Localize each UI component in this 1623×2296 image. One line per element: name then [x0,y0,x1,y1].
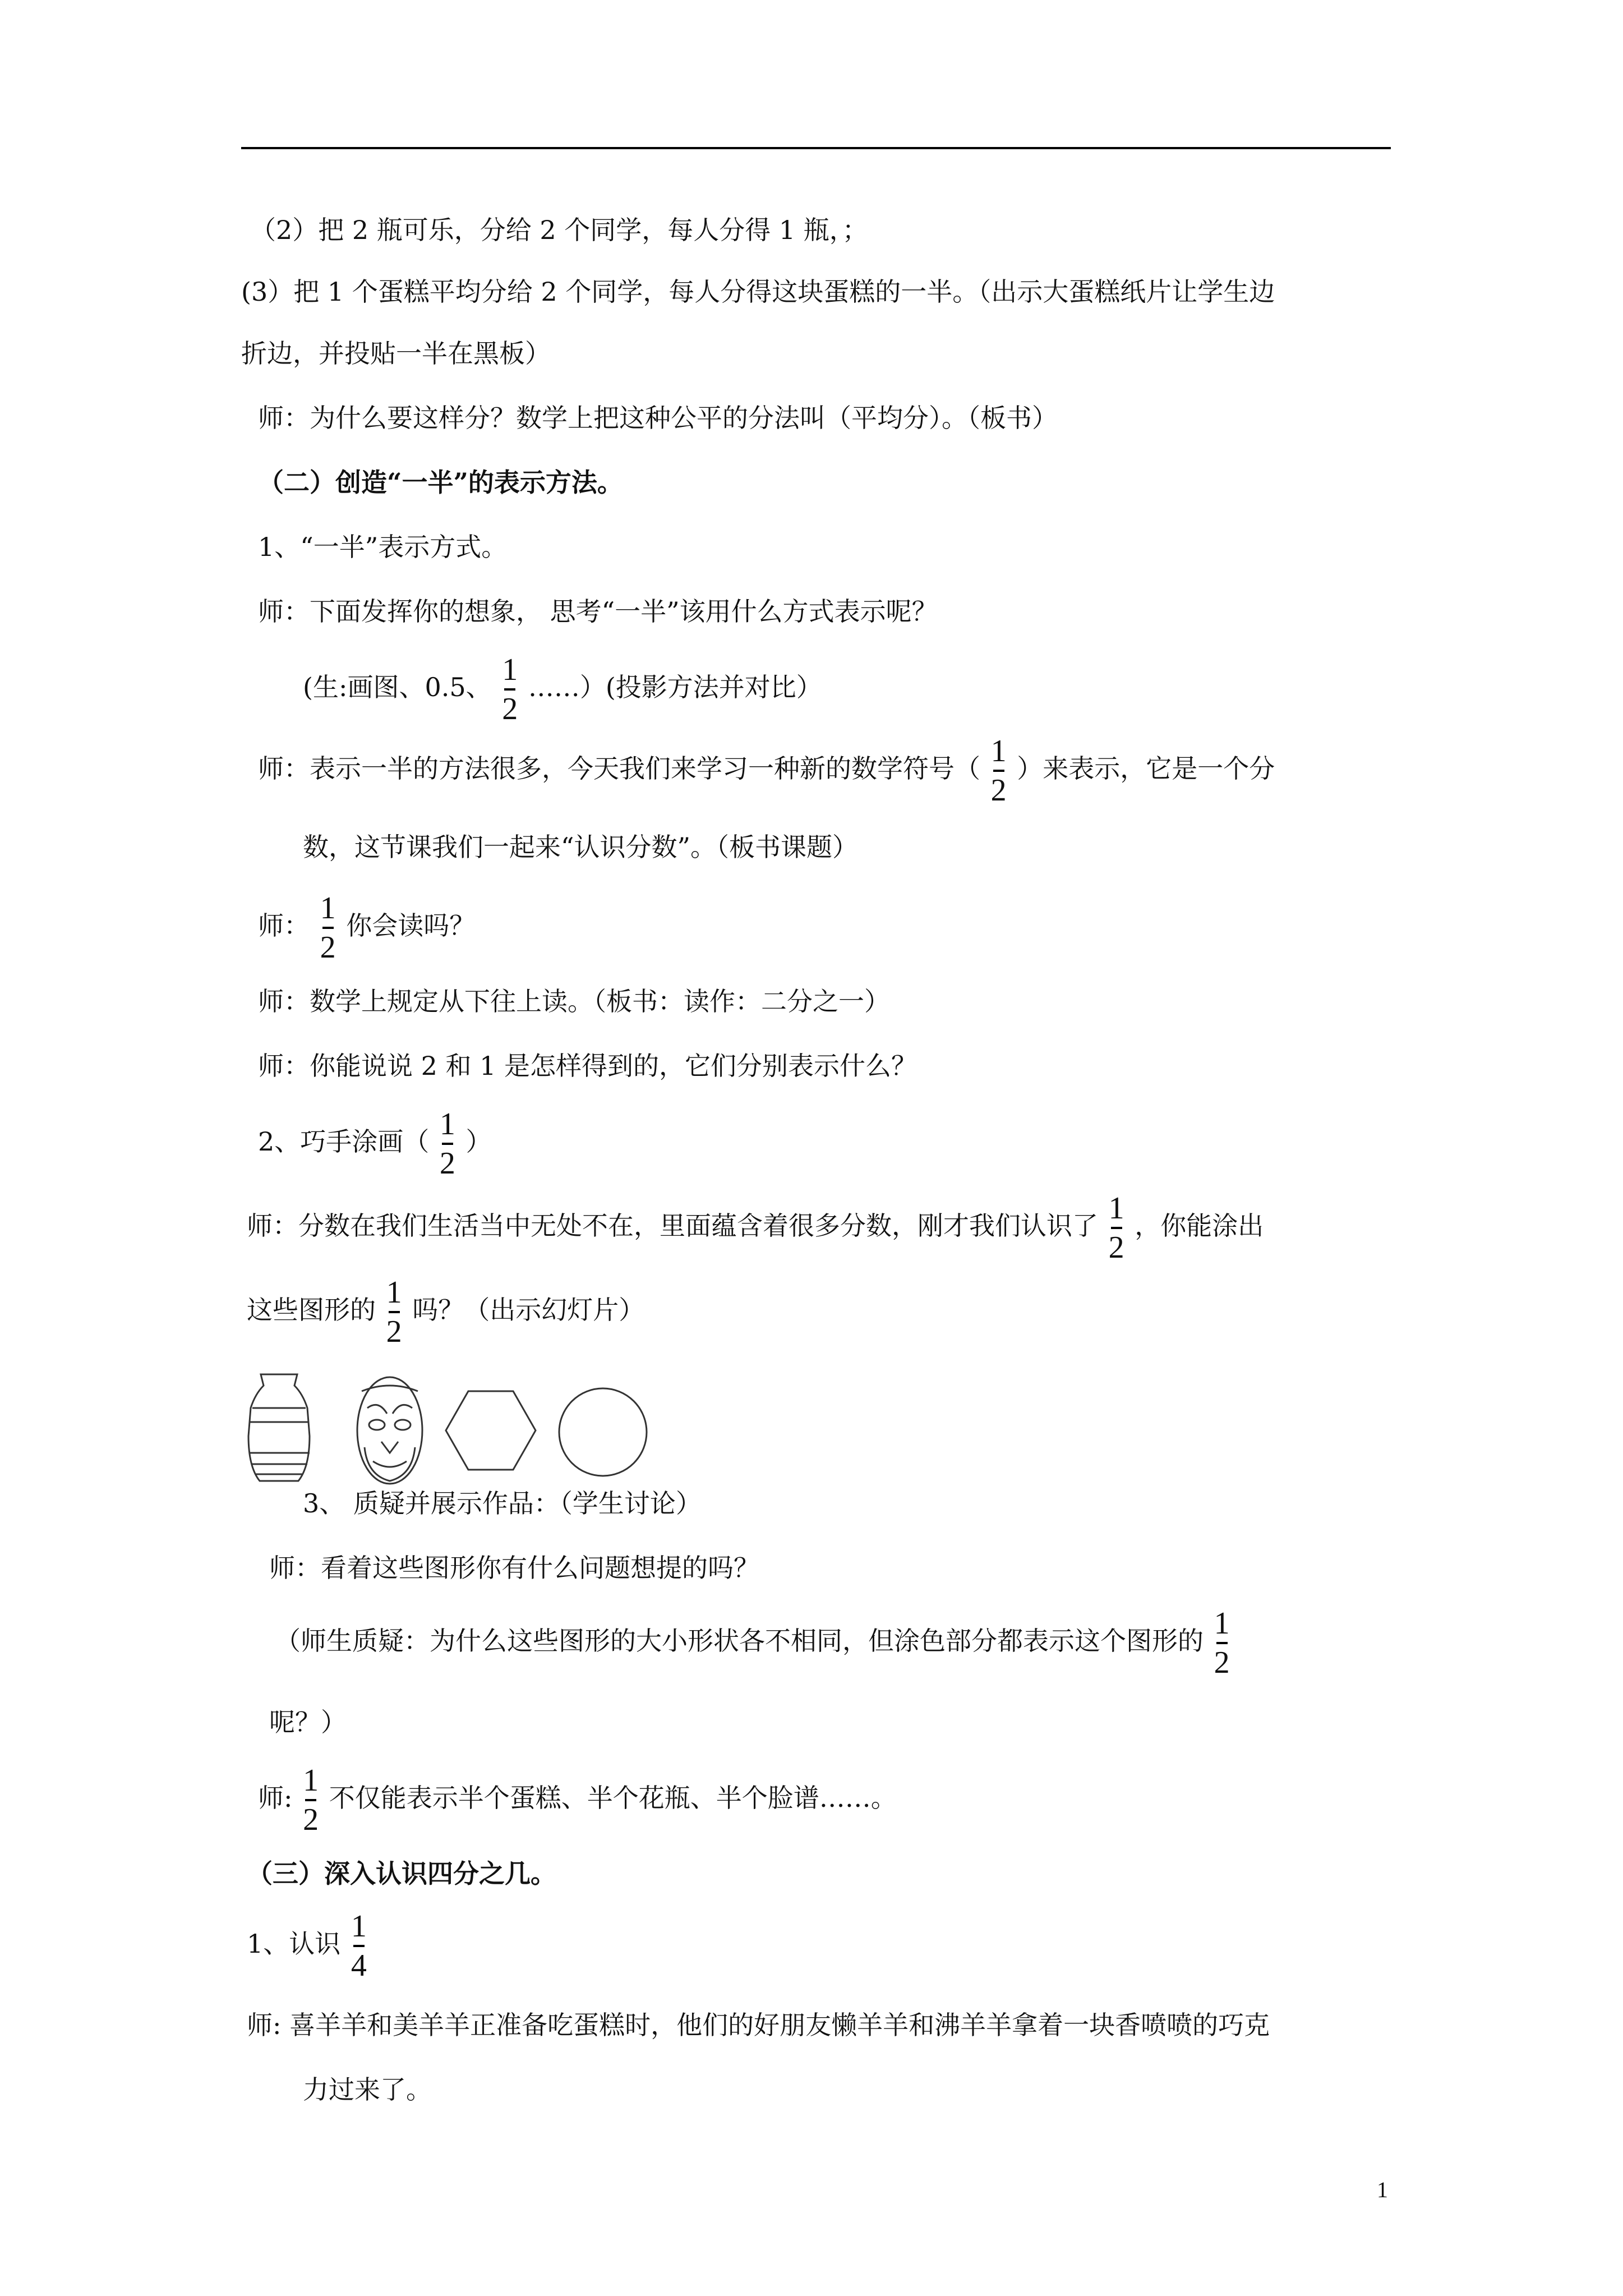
text-segment: ……）(投影方法并对比） [528,672,822,702]
text-line [258,729,1275,809]
fraction-denominator: 2 [502,692,518,726]
fraction-numerator: 1 [303,1763,319,1798]
fraction-one-half [1214,1605,1230,1681]
shape-illustrations [247,1369,673,1492]
fraction-one-half [303,1762,319,1838]
fraction-denominator: 2 [303,1802,319,1837]
fraction-denominator: 2 [990,773,1007,808]
text-line: 师：看着这些图形你有什么问题想提的吗？ [269,1553,759,1583]
fraction-numerator: 1 [386,1275,402,1310]
fraction-numerator: 1 [990,734,1007,769]
hexagon-icon [446,1391,536,1470]
text-segment: 师: [258,1783,293,1813]
text-segment: 师：表示一半的方法很多，今天我们来学习一种新的数学符号（ [258,753,980,784]
fraction-one-half [502,651,518,728]
header-rule [241,147,1391,149]
text-line [247,1271,644,1350]
fraction-numerator: 1 [1108,1191,1124,1226]
fraction-denominator: 4 [351,1948,367,1983]
fraction-numerator: 1 [351,1909,367,1944]
text-line: 师：为什么要这样分？数学上把这种公平的分法叫（平均分）。（板书） [258,403,1058,433]
text-line [258,886,475,966]
text-line: 呢？） [269,1707,347,1737]
fraction-denominator: 2 [439,1146,455,1181]
text-segment: 2、巧手涂画（ [258,1126,430,1157]
fraction-denominator: 2 [320,930,336,965]
text-line: 数，这节课我们一起来“认识分数”。（板书课题） [303,832,859,862]
text-segment: ） [465,1126,492,1157]
fraction-one-half [1109,1190,1124,1266]
text-line: (3）把 1 个蛋糕平均分给 2 个同学，每人分得这块蛋糕的一半。（出示大蛋糕纸片让学生边 [241,277,1275,307]
text-segment: （师生质疑：为什么这些图形的大小形状各不相同，但涂色部分都表示这个图形的 [275,1626,1204,1656]
opera-mask-icon [357,1377,422,1484]
fraction-one-half [386,1274,402,1350]
text-line: 折边，并投贴一半在黑板） [241,338,551,369]
text-segment: (生:画图、0.5、 [303,672,492,702]
text-line [258,1102,492,1182]
text-segment: 1、认识 [247,1929,341,1959]
fraction-one-half [320,890,336,966]
text-line: 3、 质疑并展示作品：（学生讨论） [303,1488,702,1519]
text-segment: 师： [258,910,310,941]
fraction-numerator: 1 [439,1107,455,1142]
fraction-one-half [991,733,1007,809]
section-heading: （二）创造“一半”的表示方法。 [258,467,623,498]
text-line: 师：数学上规定从下往上读。（板书：读作：二分之一） [258,986,890,1016]
text-segment: 师：分数在我们生活当中无处不在，里面蕴含着很多分数，刚才我们认识了 [247,1211,1098,1241]
text-segment: ）来表示，它是一个分 [1017,753,1275,784]
fraction-denominator: 2 [1108,1230,1124,1265]
text-line: 力过来了。 [303,2074,432,2105]
fraction-one-half [440,1106,455,1182]
text-line: 师：下面发挥你的想象， 思考“一半”该用什么方式表示呢？ [258,596,938,627]
text-segment: ，你能涂出 [1135,1211,1264,1241]
circle-icon [559,1388,647,1476]
text-line [247,1186,1264,1266]
page-number: 1 [1377,2177,1388,2202]
text-line [247,1904,369,1984]
text-segment: 不仅能表示半个蛋糕、半个花瓶、半个脸谱……。 [329,1783,897,1813]
text-segment: 这些图形的 [247,1295,376,1325]
text-line [303,648,822,728]
text-segment: 吗？（出示幻灯片） [412,1295,645,1325]
text-line [258,1759,897,1838]
fraction-numerator: 1 [1214,1606,1230,1641]
fraction-numerator: 1 [502,652,518,687]
text-line: 师: 喜羊羊和美羊羊正准备吃蛋糕时，他们的好朋友懒羊羊和沸羊羊拿着一块香喷喷的巧克 [247,2010,1270,2040]
text-line: （2）把 2 瓶可乐，分给 2 个同学，每人分得 1 瓶，； [250,215,868,245]
text-line: 1、“一半”表示方式。 [258,532,508,562]
vase-icon [248,1374,310,1481]
text-line: 师：你能说说 2 和 1 是怎样得到的，它们分别表示什么？ [258,1051,917,1081]
fraction-one-quarter [351,1908,367,1984]
fraction-numerator: 1 [320,891,336,926]
section-heading: （三）深入认识四分之几。 [247,1858,556,1889]
text-segment: 你会读吗？ [346,910,476,941]
fraction-denominator: 2 [1214,1645,1230,1680]
text-line [275,1602,1232,1681]
fraction-denominator: 2 [386,1314,402,1349]
